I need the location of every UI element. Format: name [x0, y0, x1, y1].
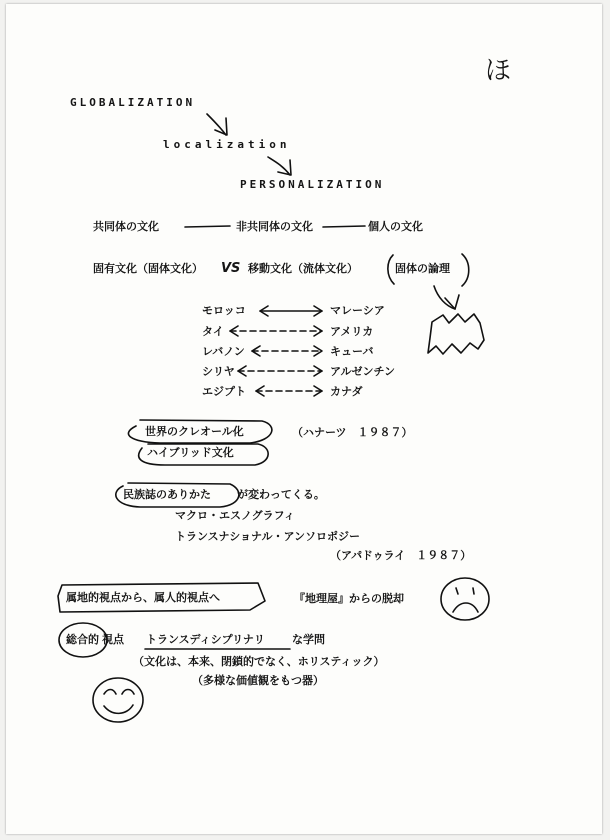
localization-label: localization [163, 138, 291, 151]
creolization-text: 世界のクレオール化 [145, 425, 244, 438]
ethnography-rest: が変わってくる。 [237, 488, 325, 501]
ethnography-circled: 民族誌のありかた [123, 488, 211, 501]
dest-canada: カナダ [330, 385, 363, 398]
geographer-escape: 『地理屋』からの脱却 [294, 592, 404, 605]
transnational-anthropology: トランスナショナル・アンソロポジー [175, 530, 361, 543]
transdisciplinary-text: トランスディシプリナリ [146, 633, 265, 646]
community-culture: 共同体の文化 [93, 220, 159, 233]
origin-egypt: エジプト [202, 385, 246, 398]
dest-america: アメリカ [330, 325, 374, 338]
personalization-label: PERSONALIZATION [240, 178, 385, 191]
origin-lebanon: レバノン [202, 345, 245, 358]
discipline-suffix: な学問 [292, 633, 325, 646]
dest-cuba: キューバ [330, 345, 374, 358]
holistic-note: （文化は、本来、閉鎖的でなく、ホリスティック） [133, 655, 385, 668]
hybrid-culture: ハイブリッド文化 [147, 446, 234, 459]
vessel-note: （多様な価値観をもつ器） [192, 674, 324, 687]
non-community-culture: 非共同体の文化 [236, 220, 313, 233]
dest-argentina: アルゼンチン [330, 365, 396, 378]
origin-thailand: タイ [202, 325, 224, 338]
globalization-label: GLOBALIZATION [70, 96, 196, 109]
document-page [6, 4, 602, 834]
macro-ethnography: マクロ・エスノグラフィ [175, 509, 295, 522]
inherent-culture: 固有文化（固体文化） [93, 262, 203, 275]
origin-morocco: モロッコ [202, 304, 246, 317]
synthesis-viewpoint: 視点 [102, 633, 124, 646]
synthesis-circled: 総合的 [66, 633, 99, 646]
dest-malaysia: マレーシア [330, 304, 385, 317]
mobile-culture: 移動文化（流体文化） [248, 262, 358, 275]
origin-syria: シリヤ [202, 365, 235, 378]
hannerz-citation: （ハナーツ １９８７） [292, 426, 413, 439]
viewpoint-shift: 属地的視点から、属人的視点へ [66, 591, 220, 604]
appadurai-citation: （アパドゥライ １９８７） [330, 549, 472, 562]
corner-mark: ほ [485, 56, 512, 86]
solid-logic: 固体の論理 [395, 262, 450, 275]
individual-culture: 個人の文化 [368, 220, 423, 233]
vs-label: VS [221, 261, 241, 276]
